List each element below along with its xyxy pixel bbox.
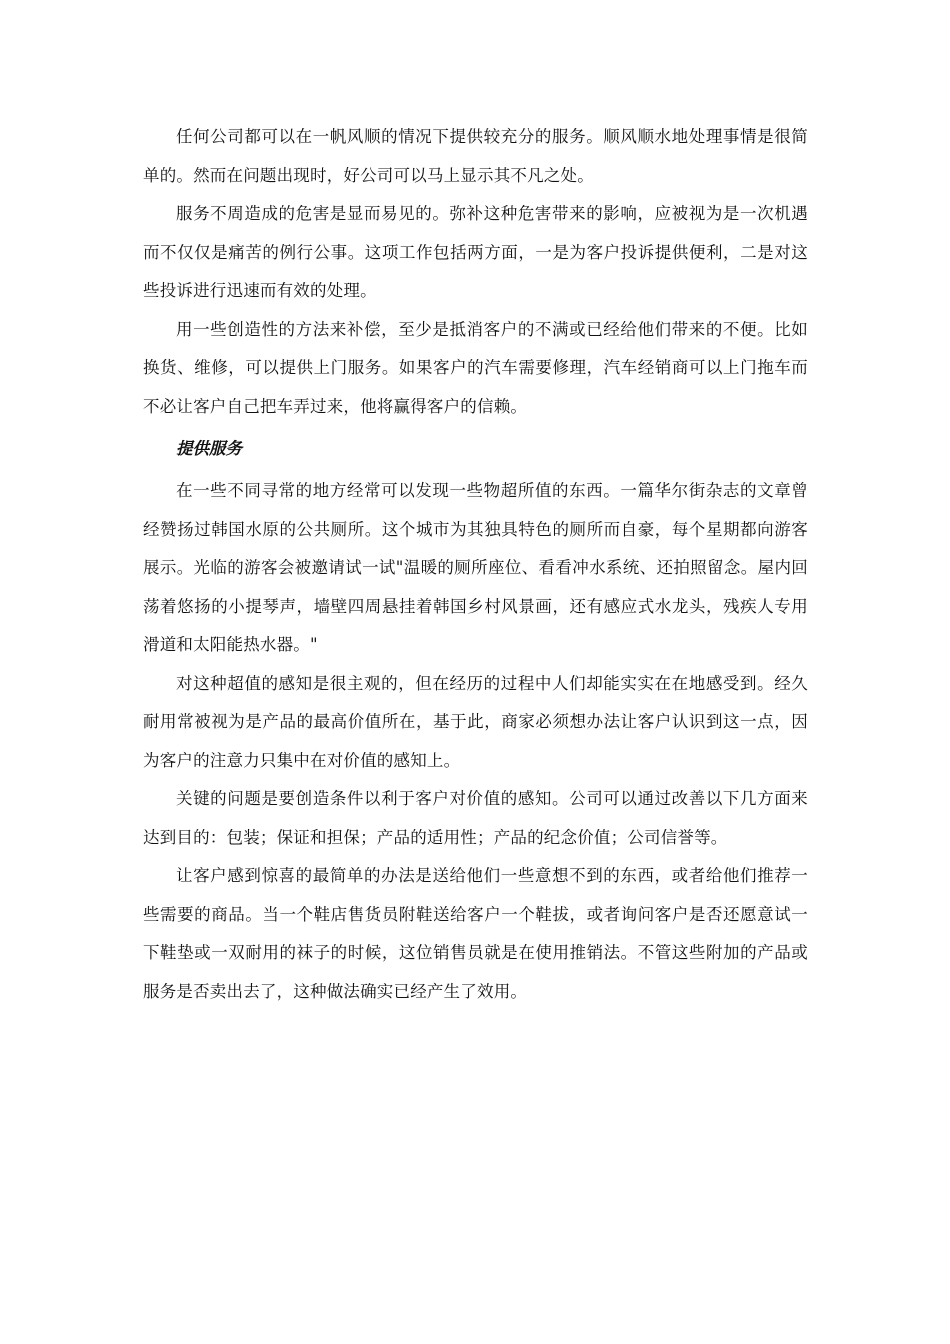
paragraph-1: 任何公司都可以在一帆风顺的情况下提供较充分的服务。顺风顺水地处理事情是很简单的。然而在问题出现时，好公司可以马上显示其不凡之处。 xyxy=(143,127,808,185)
document-page xyxy=(143,118,808,1011)
paragraph-7: 让客户感到惊喜的最简单的办法是送给他们一些意想不到的东西，或者给他们推荐一些需要的商品。当一个鞋店售货员附鞋送给客户一个鞋拔，或者询问客户是否还愿意试一下鞋垫或一双耐用的袜子的时候，这位销售员就是在使用推销法。不管这些附加的产品或服务是否卖出去了，这种做法确实已经产生了效用。 xyxy=(143,866,808,1001)
section-heading: 提供服务 xyxy=(176,439,242,458)
paragraph-4: 在一些不同寻常的地方经常可以发现一些物超所值的东西。一篇华尔街杂志的文章曾经赞扬过韩国水原的公共厕所。这个城市为其独具特色的厕所而自豪，每个星期都向游客展示。光临的游客会被邀请试一试"温暖的厕所座位、看看冲水系统、还拍照留念。屋内回荡着悠扬的小提琴声，墙壁四周悬挂着韩国乡村风景画，还有感应式水龙头，残疾人专用滑道和太阳能热水器。" xyxy=(143,481,808,654)
paragraph-5: 对这种超值的感知是很主观的，但在经历的过程中人们却能实实在在地感受到。经久耐用常被视为是产品的最高价值所在，基于此，商家必须想办法让客户认识到这一点，因为客户的注意力只集中在对价值的感知上。 xyxy=(143,673,808,770)
paragraph-2: 服务不周造成的危害是显而易见的。弥补这种危害带来的影响，应被视为是一次机遇而不仅仅是痛苦的例行公事。这项工作包括两方面，一是为客户投诉提供便利，二是对这些投诉进行迅速而有效的处理。 xyxy=(143,204,808,300)
paragraph-3: 用一些创造性的方法来补偿，至少是抵消客户的不满或已经给他们带来的不便。比如换货、维修，可以提供上门服务。如果客户的汽车需要修理，汽车经销商可以上门拖车而不必让客户自己把车弄过来，他将赢得客户的信赖。 xyxy=(143,319,808,416)
paragraph-6: 关键的问题是要创造条件以利于客户对价值的感知。公司可以通过改善以下几方面来达到目的：包装；保证和担保；产品的适用性；产品的纪念价值；公司信誉等。 xyxy=(143,789,808,847)
